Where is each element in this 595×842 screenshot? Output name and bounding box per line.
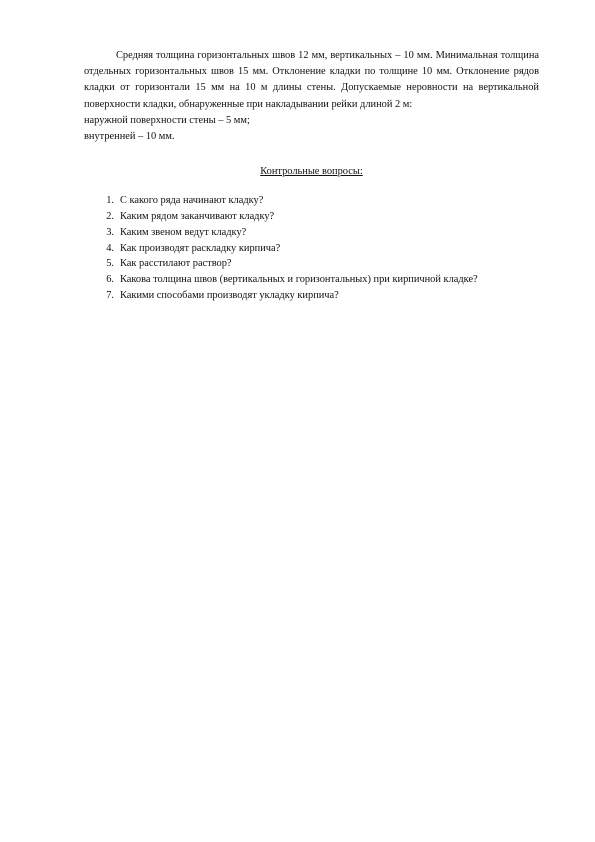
question-item <box>84 288 539 304</box>
requirements-paragraph: Средняя толщина горизонтальных швов 12 мм, вертикальных – 10 мм. Минимальная толщина отдельных горизонтальных швов 15 мм. Отклонение кладки по толщине 10 мм. Отклонение рядов кладки от горизонтали 15 мм на 10 м длины стены. Допускаемые неровности на вертикальной поверхности кладки, обнаруженные при накладывании рейки длиной 2 м: <box>84 50 539 110</box>
question-number: 1. <box>106 195 114 207</box>
question-number: 5. <box>106 258 114 270</box>
questions-heading: Контрольные вопросы: <box>260 166 363 178</box>
question-item <box>84 209 539 225</box>
question-item <box>84 193 539 209</box>
question-text: Какими способами производят укладку кирпича? <box>120 289 339 301</box>
text-block <box>84 48 539 303</box>
question-item <box>84 225 539 241</box>
question-text: Как производят раскладку кирпича? <box>120 242 281 254</box>
question-number: 4. <box>106 242 114 254</box>
question-item <box>84 256 539 272</box>
question-item <box>84 272 539 288</box>
question-number: 6. <box>106 273 114 285</box>
question-text: С какого ряда начинают кладку? <box>120 195 264 207</box>
questions-list <box>84 193 539 303</box>
question-number: 2. <box>106 211 114 223</box>
question-text: Каким звеном ведут кладку? <box>120 226 247 238</box>
question-number: 3. <box>106 226 114 238</box>
question-number: 7. <box>106 289 114 301</box>
question-text: Какова толщина швов (вертикальных и горизонтальных) при кирпичной кладке? <box>120 273 478 285</box>
inner-surface-line: внутренней – 10 мм. <box>84 131 175 143</box>
question-text: Как расстилают раствор? <box>120 258 232 270</box>
question-item <box>84 241 539 257</box>
outer-surface-line: наружной поверхности стены – 5 мм; <box>84 114 250 126</box>
question-text: Каким рядом заканчивают кладку? <box>120 211 275 223</box>
